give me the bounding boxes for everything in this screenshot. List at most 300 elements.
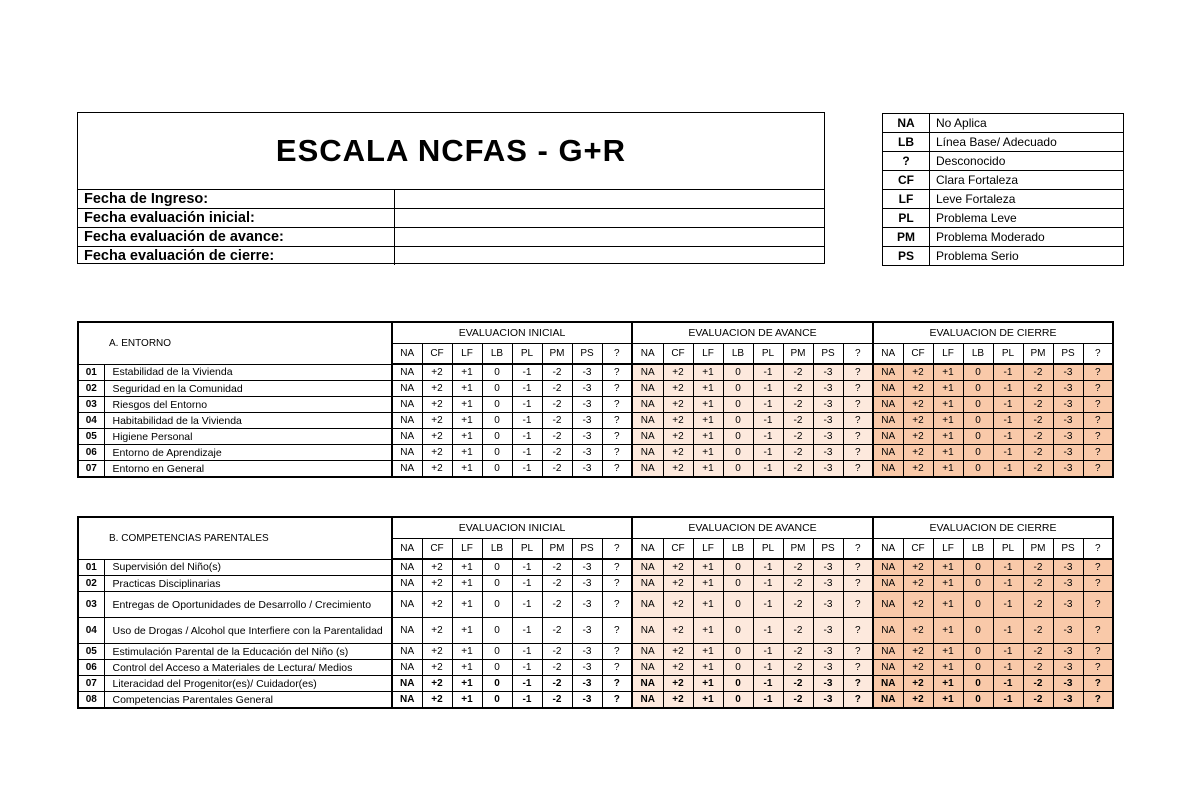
score-option[interactable]: ? — [843, 381, 873, 397]
score-option[interactable]: -2 — [1023, 559, 1053, 576]
score-option[interactable]: +1 — [452, 461, 482, 478]
score-option[interactable]: 0 — [482, 660, 512, 676]
score-option[interactable]: +1 — [693, 461, 723, 478]
score-option[interactable]: ? — [1083, 660, 1113, 676]
score-option[interactable]: NA — [873, 692, 903, 709]
score-option[interactable]: ? — [843, 429, 873, 445]
score-option[interactable]: -2 — [542, 397, 572, 413]
score-option[interactable]: 0 — [482, 429, 512, 445]
score-option[interactable]: 0 — [963, 618, 993, 644]
score-option[interactable]: NA — [632, 381, 663, 397]
score-option[interactable]: +2 — [903, 364, 933, 381]
score-option[interactable]: -2 — [783, 618, 813, 644]
score-option[interactable]: ? — [1083, 618, 1113, 644]
score-option[interactable]: -3 — [572, 445, 602, 461]
score-option[interactable]: 0 — [963, 692, 993, 709]
score-option[interactable]: -3 — [813, 429, 843, 445]
score-option[interactable]: ? — [843, 413, 873, 429]
score-option[interactable]: ? — [1083, 445, 1113, 461]
date-field-cierre[interactable] — [394, 247, 824, 265]
score-option[interactable]: +1 — [452, 576, 482, 592]
score-option[interactable]: -3 — [813, 676, 843, 692]
score-option[interactable]: 0 — [482, 445, 512, 461]
score-option[interactable]: ? — [602, 445, 632, 461]
score-option[interactable]: -2 — [783, 592, 813, 618]
score-option[interactable]: 0 — [482, 644, 512, 660]
score-option[interactable]: +1 — [933, 364, 963, 381]
score-option[interactable]: NA — [392, 618, 422, 644]
score-option[interactable]: -1 — [753, 429, 783, 445]
score-option[interactable]: -1 — [753, 676, 783, 692]
score-option[interactable]: +2 — [422, 445, 452, 461]
score-option[interactable]: -1 — [512, 381, 542, 397]
score-option[interactable]: +2 — [422, 618, 452, 644]
score-option[interactable]: -3 — [1053, 644, 1083, 660]
score-option[interactable]: +1 — [693, 576, 723, 592]
score-option[interactable]: NA — [873, 445, 903, 461]
score-option[interactable]: +1 — [693, 644, 723, 660]
score-option[interactable]: -3 — [1053, 692, 1083, 709]
score-option[interactable]: -1 — [993, 692, 1023, 709]
score-option[interactable]: -1 — [753, 692, 783, 709]
score-option[interactable]: 0 — [723, 660, 753, 676]
score-option[interactable]: -3 — [1053, 592, 1083, 618]
score-option[interactable]: NA — [873, 381, 903, 397]
score-option[interactable]: ? — [843, 618, 873, 644]
score-option[interactable]: -2 — [542, 381, 572, 397]
score-option[interactable]: +1 — [452, 592, 482, 618]
score-option[interactable]: +1 — [933, 676, 963, 692]
score-option[interactable]: -1 — [753, 397, 783, 413]
score-option[interactable]: -1 — [993, 676, 1023, 692]
score-option[interactable]: -3 — [813, 618, 843, 644]
score-option[interactable]: -3 — [1053, 618, 1083, 644]
score-option[interactable]: -1 — [993, 576, 1023, 592]
score-option[interactable]: 0 — [963, 381, 993, 397]
score-option[interactable]: +2 — [422, 397, 452, 413]
score-option[interactable]: -1 — [753, 381, 783, 397]
score-option[interactable]: -1 — [993, 592, 1023, 618]
score-option[interactable]: -2 — [1023, 364, 1053, 381]
score-option[interactable]: 0 — [963, 413, 993, 429]
score-option[interactable]: NA — [632, 660, 663, 676]
score-option[interactable]: +2 — [903, 692, 933, 709]
score-option[interactable]: -3 — [1053, 397, 1083, 413]
score-option[interactable]: +1 — [693, 397, 723, 413]
score-option[interactable]: -1 — [512, 461, 542, 478]
score-option[interactable]: -1 — [753, 576, 783, 592]
score-option[interactable]: -3 — [813, 413, 843, 429]
score-option[interactable]: 0 — [723, 676, 753, 692]
score-option[interactable]: +2 — [422, 461, 452, 478]
score-option[interactable]: +1 — [693, 660, 723, 676]
score-option[interactable]: 0 — [963, 429, 993, 445]
score-option[interactable]: 0 — [723, 397, 753, 413]
score-option[interactable]: -1 — [993, 381, 1023, 397]
score-option[interactable]: +1 — [933, 660, 963, 676]
score-option[interactable]: 0 — [963, 461, 993, 478]
score-option[interactable]: +1 — [452, 618, 482, 644]
score-option[interactable]: +2 — [663, 660, 693, 676]
score-option[interactable]: +1 — [452, 413, 482, 429]
score-option[interactable]: -3 — [813, 559, 843, 576]
score-option[interactable]: ? — [602, 618, 632, 644]
score-option[interactable]: -2 — [542, 429, 572, 445]
date-field-inicial[interactable] — [394, 209, 824, 227]
score-option[interactable]: ? — [1083, 381, 1113, 397]
score-option[interactable]: -3 — [1053, 445, 1083, 461]
score-option[interactable]: 0 — [723, 381, 753, 397]
score-option[interactable]: -2 — [542, 618, 572, 644]
score-option[interactable]: +2 — [663, 644, 693, 660]
score-option[interactable]: -3 — [1053, 559, 1083, 576]
score-option[interactable]: -2 — [542, 676, 572, 692]
score-option[interactable]: 0 — [482, 559, 512, 576]
score-option[interactable]: +2 — [903, 660, 933, 676]
score-option[interactable]: -3 — [572, 381, 602, 397]
score-option[interactable]: 0 — [963, 644, 993, 660]
score-option[interactable]: +2 — [422, 592, 452, 618]
score-option[interactable]: ? — [843, 592, 873, 618]
score-option[interactable]: -2 — [783, 644, 813, 660]
score-option[interactable]: ? — [602, 592, 632, 618]
score-option[interactable]: -1 — [753, 461, 783, 478]
score-option[interactable]: -3 — [1053, 364, 1083, 381]
score-option[interactable]: -3 — [813, 644, 843, 660]
score-option[interactable]: -1 — [512, 592, 542, 618]
score-option[interactable]: NA — [632, 397, 663, 413]
score-option[interactable]: -2 — [542, 660, 572, 676]
score-option[interactable]: 0 — [482, 692, 512, 709]
score-option[interactable]: NA — [873, 461, 903, 478]
score-option[interactable]: -2 — [1023, 692, 1053, 709]
score-option[interactable]: -2 — [783, 660, 813, 676]
score-option[interactable]: NA — [632, 413, 663, 429]
score-option[interactable]: -1 — [993, 445, 1023, 461]
score-option[interactable]: +1 — [693, 381, 723, 397]
score-option[interactable]: -1 — [512, 559, 542, 576]
score-option[interactable]: +2 — [422, 413, 452, 429]
score-option[interactable]: +2 — [663, 461, 693, 478]
score-option[interactable]: ? — [1083, 592, 1113, 618]
score-option[interactable]: +1 — [933, 592, 963, 618]
score-option[interactable]: -3 — [572, 644, 602, 660]
score-option[interactable]: NA — [873, 618, 903, 644]
score-option[interactable]: -3 — [572, 576, 602, 592]
score-option[interactable]: ? — [843, 576, 873, 592]
score-option[interactable]: NA — [873, 676, 903, 692]
score-option[interactable]: -1 — [512, 644, 542, 660]
score-option[interactable]: NA — [873, 660, 903, 676]
score-option[interactable]: -3 — [1053, 461, 1083, 478]
score-option[interactable]: -2 — [783, 397, 813, 413]
score-option[interactable]: +2 — [903, 429, 933, 445]
score-option[interactable]: -2 — [542, 644, 572, 660]
score-option[interactable]: NA — [392, 576, 422, 592]
score-option[interactable]: 0 — [723, 461, 753, 478]
score-option[interactable]: +2 — [903, 644, 933, 660]
score-option[interactable]: ? — [1083, 676, 1113, 692]
score-option[interactable]: 0 — [482, 461, 512, 478]
score-option[interactable]: NA — [632, 429, 663, 445]
score-option[interactable]: -2 — [1023, 676, 1053, 692]
score-option[interactable]: ? — [602, 413, 632, 429]
score-option[interactable]: -1 — [993, 364, 1023, 381]
score-option[interactable]: +1 — [452, 445, 482, 461]
score-option[interactable]: +2 — [422, 559, 452, 576]
score-option[interactable]: NA — [392, 660, 422, 676]
score-option[interactable]: ? — [843, 445, 873, 461]
score-option[interactable]: +1 — [452, 676, 482, 692]
score-option[interactable]: +2 — [663, 429, 693, 445]
score-option[interactable]: -1 — [993, 397, 1023, 413]
score-option[interactable]: NA — [632, 676, 663, 692]
score-option[interactable]: ? — [843, 676, 873, 692]
score-option[interactable]: +2 — [663, 618, 693, 644]
score-option[interactable]: NA — [632, 576, 663, 592]
score-option[interactable]: -3 — [1053, 660, 1083, 676]
score-option[interactable]: -3 — [572, 592, 602, 618]
score-option[interactable]: ? — [602, 397, 632, 413]
score-option[interactable]: +2 — [663, 397, 693, 413]
score-option[interactable]: ? — [1083, 692, 1113, 709]
score-option[interactable]: NA — [632, 445, 663, 461]
score-option[interactable]: NA — [632, 618, 663, 644]
score-option[interactable]: ? — [1083, 429, 1113, 445]
score-option[interactable]: NA — [632, 559, 663, 576]
score-option[interactable]: NA — [632, 461, 663, 478]
score-option[interactable]: -2 — [542, 461, 572, 478]
score-option[interactable]: +1 — [933, 429, 963, 445]
score-option[interactable]: ? — [843, 692, 873, 709]
score-option[interactable]: NA — [392, 397, 422, 413]
score-option[interactable]: 0 — [723, 592, 753, 618]
score-option[interactable]: -3 — [1053, 429, 1083, 445]
score-option[interactable]: ? — [602, 692, 632, 709]
score-option[interactable]: -2 — [542, 576, 572, 592]
score-option[interactable]: -2 — [1023, 381, 1053, 397]
score-option[interactable]: ? — [602, 381, 632, 397]
score-option[interactable]: -1 — [993, 429, 1023, 445]
score-option[interactable]: -1 — [512, 676, 542, 692]
date-field-avance[interactable] — [394, 228, 824, 246]
score-option[interactable]: NA — [392, 692, 422, 709]
score-option[interactable]: -3 — [813, 592, 843, 618]
score-option[interactable]: -3 — [572, 429, 602, 445]
score-option[interactable]: NA — [632, 364, 663, 381]
score-option[interactable]: ? — [602, 364, 632, 381]
score-option[interactable]: -2 — [542, 592, 572, 618]
score-option[interactable]: NA — [632, 592, 663, 618]
score-option[interactable]: NA — [392, 592, 422, 618]
score-option[interactable]: -2 — [1023, 429, 1053, 445]
score-option[interactable]: -1 — [512, 413, 542, 429]
score-option[interactable]: ? — [843, 644, 873, 660]
score-option[interactable]: -2 — [1023, 592, 1053, 618]
score-option[interactable]: -3 — [572, 660, 602, 676]
score-option[interactable]: -2 — [542, 692, 572, 709]
score-option[interactable]: +2 — [663, 364, 693, 381]
score-option[interactable]: 0 — [482, 592, 512, 618]
score-option[interactable]: -1 — [993, 559, 1023, 576]
score-option[interactable]: NA — [392, 461, 422, 478]
score-option[interactable]: -3 — [572, 413, 602, 429]
score-option[interactable]: -3 — [813, 576, 843, 592]
score-option[interactable]: ? — [602, 644, 632, 660]
score-option[interactable]: -2 — [783, 445, 813, 461]
score-option[interactable]: +2 — [422, 381, 452, 397]
score-option[interactable]: -1 — [512, 576, 542, 592]
score-option[interactable]: ? — [843, 559, 873, 576]
score-option[interactable]: ? — [843, 397, 873, 413]
score-option[interactable]: -2 — [783, 461, 813, 478]
score-option[interactable]: NA — [873, 592, 903, 618]
score-option[interactable]: NA — [873, 559, 903, 576]
score-option[interactable]: 0 — [723, 429, 753, 445]
score-option[interactable]: 0 — [963, 592, 993, 618]
score-option[interactable]: 0 — [963, 559, 993, 576]
score-option[interactable]: -2 — [783, 692, 813, 709]
score-option[interactable]: +2 — [903, 576, 933, 592]
score-option[interactable]: -1 — [512, 429, 542, 445]
score-option[interactable]: +1 — [693, 364, 723, 381]
score-option[interactable]: NA — [873, 644, 903, 660]
score-option[interactable]: ? — [843, 461, 873, 478]
score-option[interactable]: NA — [632, 692, 663, 709]
score-option[interactable]: 0 — [723, 644, 753, 660]
score-option[interactable]: NA — [392, 559, 422, 576]
score-option[interactable]: +1 — [933, 618, 963, 644]
score-option[interactable]: -3 — [572, 618, 602, 644]
score-option[interactable]: +1 — [933, 559, 963, 576]
score-option[interactable]: +1 — [933, 397, 963, 413]
score-option[interactable]: +1 — [452, 381, 482, 397]
score-option[interactable]: -1 — [753, 644, 783, 660]
score-option[interactable]: 0 — [963, 364, 993, 381]
score-option[interactable]: +1 — [452, 429, 482, 445]
score-option[interactable]: -1 — [753, 618, 783, 644]
score-option[interactable]: 0 — [482, 618, 512, 644]
score-option[interactable]: ? — [602, 676, 632, 692]
score-option[interactable]: -3 — [1053, 381, 1083, 397]
score-option[interactable]: +1 — [693, 676, 723, 692]
score-option[interactable]: -1 — [993, 644, 1023, 660]
score-option[interactable]: NA — [392, 429, 422, 445]
score-option[interactable]: -2 — [1023, 445, 1053, 461]
score-option[interactable]: -3 — [572, 364, 602, 381]
score-option[interactable]: +1 — [693, 445, 723, 461]
score-option[interactable]: +1 — [452, 644, 482, 660]
score-option[interactable]: +1 — [452, 559, 482, 576]
score-option[interactable]: NA — [392, 644, 422, 660]
score-option[interactable]: -3 — [572, 397, 602, 413]
score-option[interactable]: -2 — [1023, 576, 1053, 592]
score-option[interactable]: 0 — [963, 397, 993, 413]
score-option[interactable]: -2 — [542, 445, 572, 461]
score-option[interactable]: +2 — [903, 381, 933, 397]
score-option[interactable]: +2 — [903, 559, 933, 576]
score-option[interactable]: -2 — [542, 559, 572, 576]
score-option[interactable]: 0 — [723, 364, 753, 381]
score-option[interactable]: -3 — [813, 381, 843, 397]
score-option[interactable]: -1 — [512, 692, 542, 709]
score-option[interactable]: -3 — [813, 461, 843, 478]
score-option[interactable]: +1 — [933, 576, 963, 592]
score-option[interactable]: +2 — [422, 429, 452, 445]
score-option[interactable]: -3 — [813, 364, 843, 381]
score-option[interactable]: -3 — [813, 660, 843, 676]
score-option[interactable]: +1 — [693, 692, 723, 709]
score-option[interactable]: +1 — [933, 445, 963, 461]
score-option[interactable]: -2 — [783, 364, 813, 381]
score-option[interactable]: -2 — [1023, 461, 1053, 478]
score-option[interactable]: -1 — [512, 618, 542, 644]
score-option[interactable]: -2 — [783, 413, 813, 429]
score-option[interactable]: +2 — [422, 676, 452, 692]
score-option[interactable]: +2 — [663, 381, 693, 397]
score-option[interactable]: NA — [873, 576, 903, 592]
score-option[interactable]: -2 — [1023, 397, 1053, 413]
score-option[interactable]: -2 — [783, 559, 813, 576]
score-option[interactable]: -1 — [753, 660, 783, 676]
score-option[interactable]: 0 — [723, 559, 753, 576]
score-option[interactable]: +2 — [903, 445, 933, 461]
score-option[interactable]: -2 — [783, 381, 813, 397]
score-option[interactable]: 0 — [482, 397, 512, 413]
score-option[interactable]: 0 — [723, 413, 753, 429]
score-option[interactable]: -3 — [1053, 576, 1083, 592]
score-option[interactable]: +2 — [903, 592, 933, 618]
score-option[interactable]: +1 — [933, 644, 963, 660]
score-option[interactable]: -3 — [572, 676, 602, 692]
score-option[interactable]: -3 — [1053, 413, 1083, 429]
score-option[interactable]: +2 — [663, 676, 693, 692]
score-option[interactable]: +2 — [903, 397, 933, 413]
score-option[interactable]: +2 — [663, 692, 693, 709]
score-option[interactable]: 0 — [482, 381, 512, 397]
score-option[interactable]: 0 — [963, 445, 993, 461]
score-option[interactable]: NA — [873, 413, 903, 429]
score-option[interactable]: +2 — [422, 644, 452, 660]
score-option[interactable]: +2 — [903, 461, 933, 478]
score-option[interactable]: +2 — [903, 618, 933, 644]
score-option[interactable]: NA — [392, 676, 422, 692]
score-option[interactable]: -1 — [753, 413, 783, 429]
score-option[interactable]: -2 — [1023, 644, 1053, 660]
score-option[interactable]: -2 — [783, 576, 813, 592]
score-option[interactable]: NA — [873, 364, 903, 381]
score-option[interactable]: -1 — [753, 592, 783, 618]
score-option[interactable]: -2 — [1023, 618, 1053, 644]
score-option[interactable]: NA — [392, 445, 422, 461]
score-option[interactable]: +2 — [903, 413, 933, 429]
score-option[interactable]: -2 — [1023, 413, 1053, 429]
score-option[interactable]: ? — [602, 429, 632, 445]
score-option[interactable]: ? — [602, 461, 632, 478]
score-option[interactable]: +2 — [903, 676, 933, 692]
score-option[interactable]: NA — [873, 397, 903, 413]
score-option[interactable]: NA — [392, 413, 422, 429]
score-option[interactable]: +2 — [422, 576, 452, 592]
score-option[interactable]: -3 — [1053, 676, 1083, 692]
score-option[interactable]: +1 — [452, 364, 482, 381]
score-option[interactable]: -2 — [542, 364, 572, 381]
score-option[interactable]: ? — [1083, 461, 1113, 478]
score-option[interactable]: -3 — [572, 461, 602, 478]
score-option[interactable]: -1 — [753, 559, 783, 576]
score-option[interactable]: ? — [602, 660, 632, 676]
score-option[interactable]: +1 — [933, 381, 963, 397]
